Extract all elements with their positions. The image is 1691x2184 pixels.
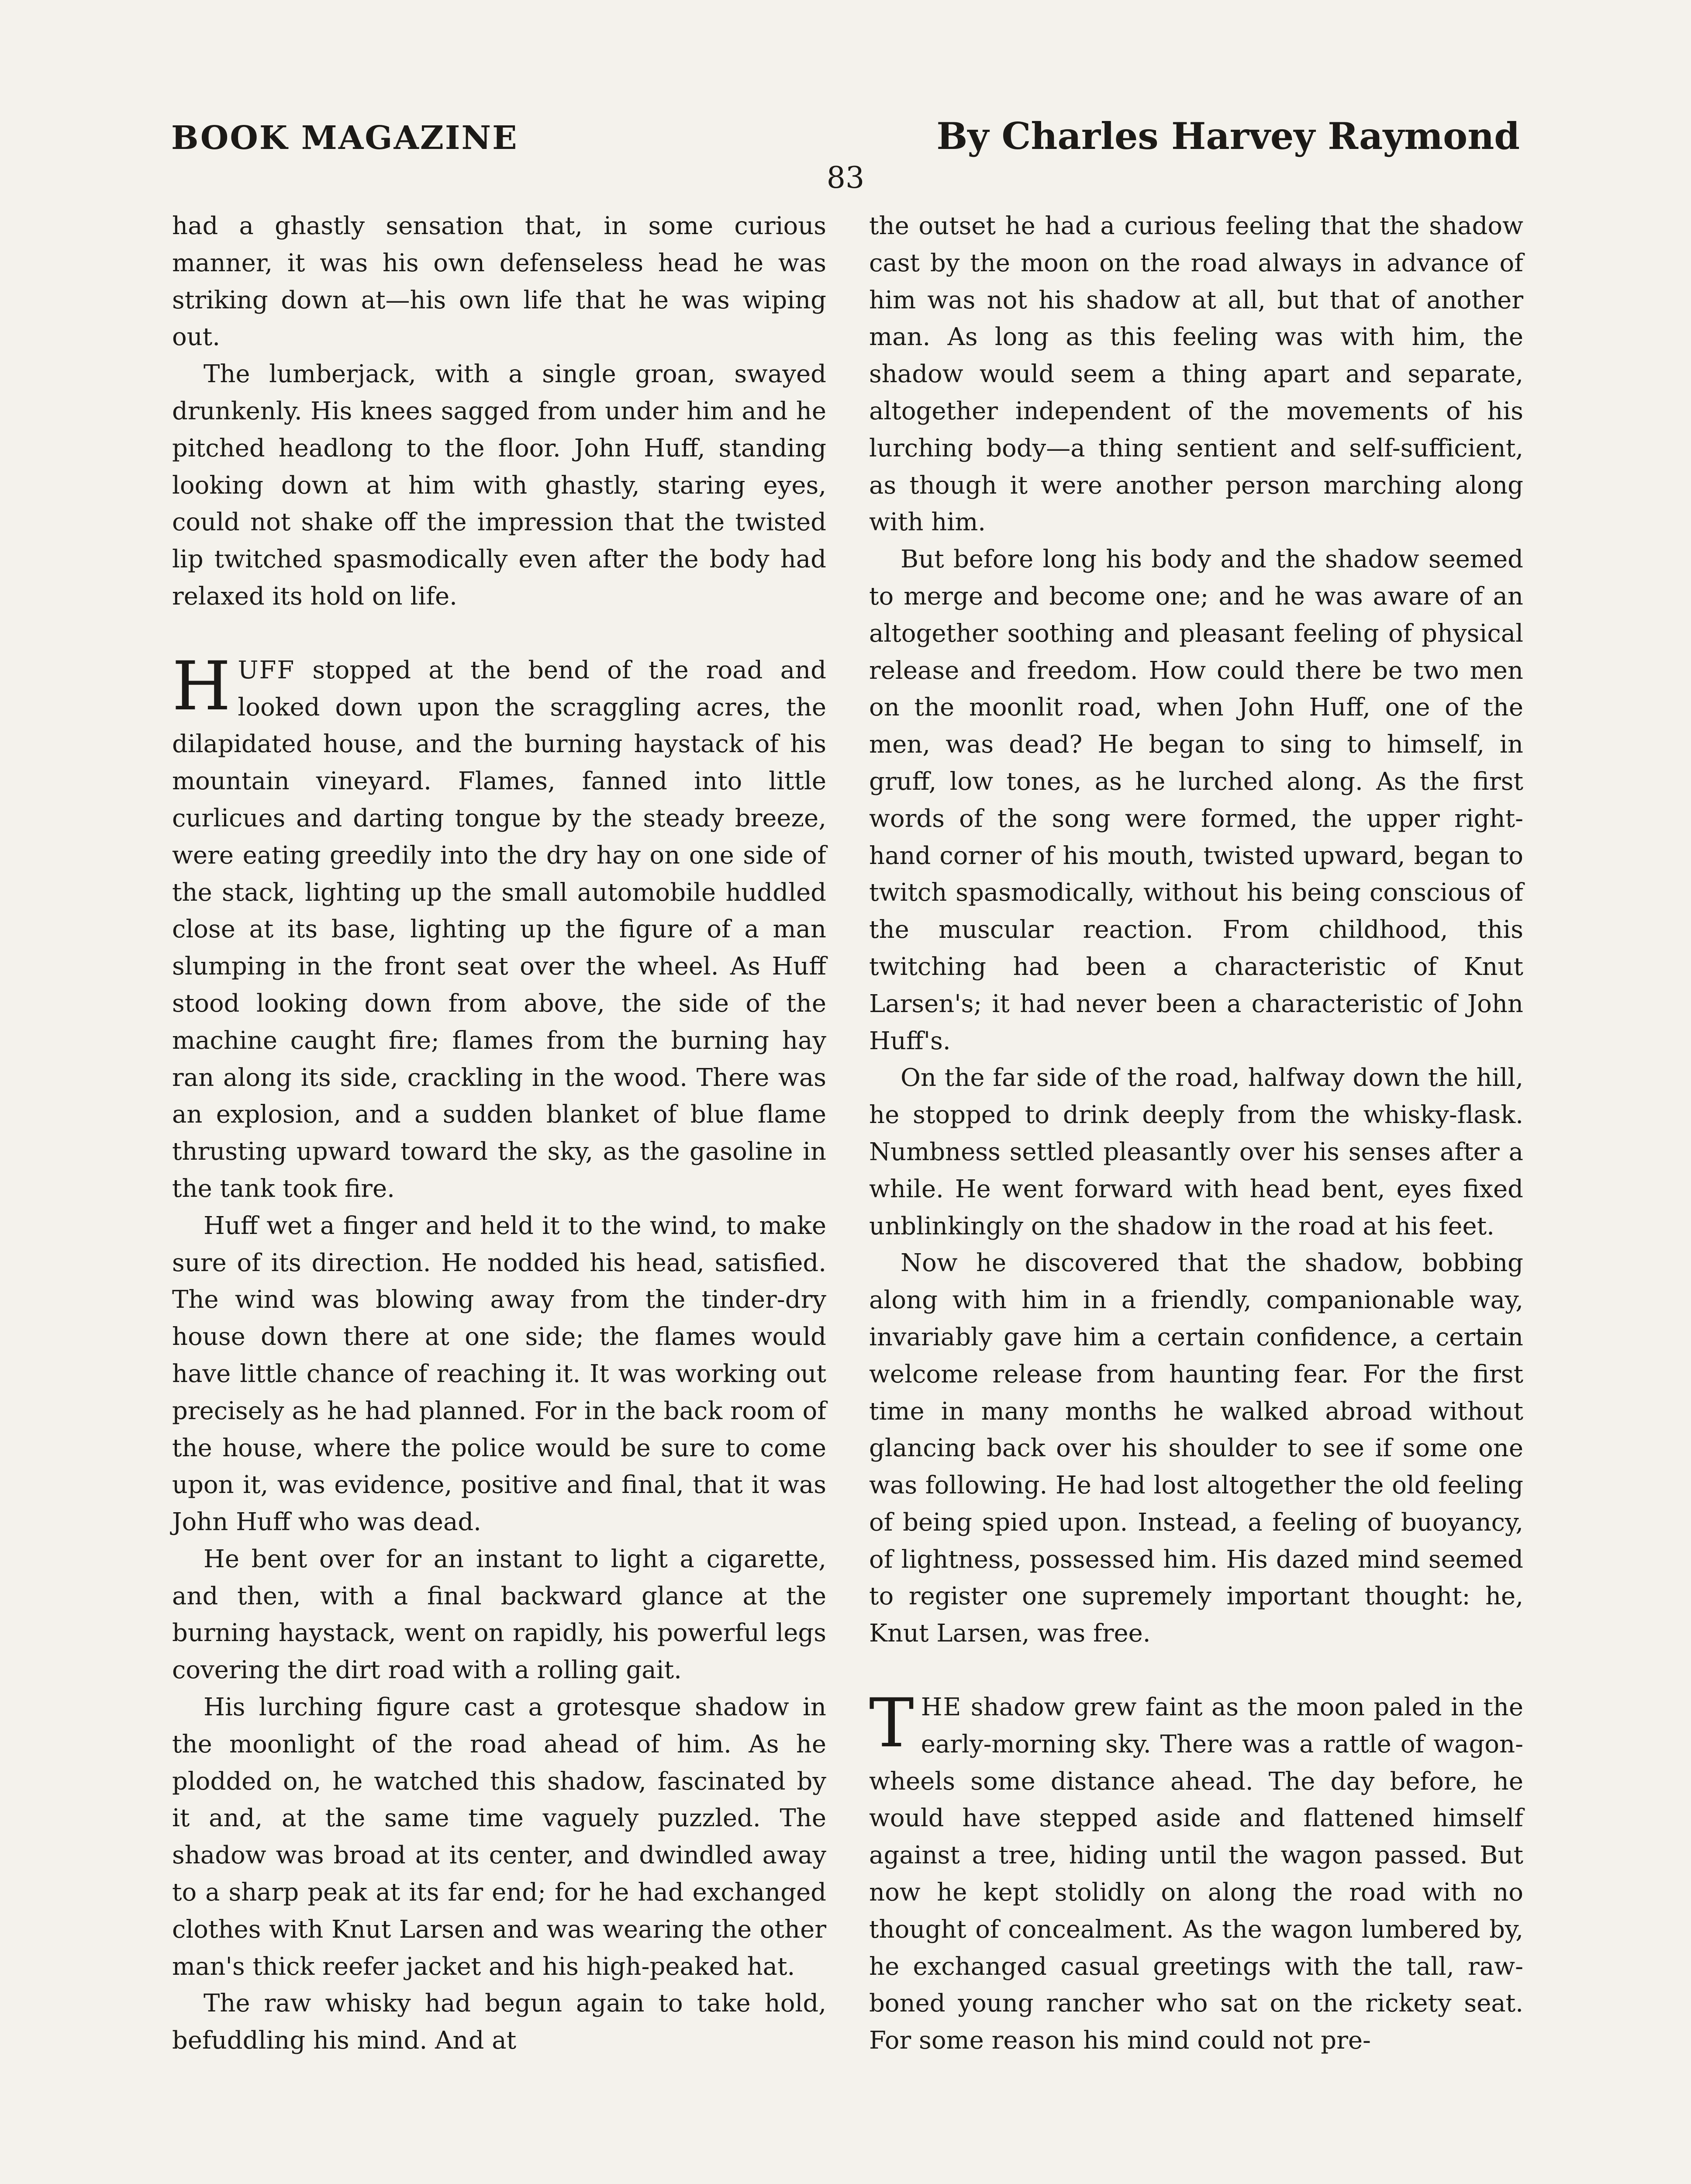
paragraph-text: shadow grew faint as the moon paled in the early-morning sky. There was a rattle of wagon-wheels some distance ahead. The day before, he would have stepped aside and flattened himself against a tree, hiding until the wagon passed. But now he kept stolidly on along the road with no thought of concealment. As the wagon lumbered by, he exchanged casual greetings with the tall, raw-boned young rancher who sat on the rickety seat. For some reason his mind could not pre- (869, 1693, 1523, 2055)
paragraph: The lumberjack, with a single groan, swayed drunkenly. His knees sagged from under him and he pitched headlong to the floor. John Huff, standing looking down at him with ghastly, staring eyes, could not shake off the impression that the twisted lip twitched spasmodically even after the body had relaxed its hold on life. (172, 360, 826, 611)
right-column (869, 208, 1523, 2060)
lead-word: HE (921, 1693, 962, 1722)
section-opening-paragraph (172, 647, 826, 1208)
paragraph: Huff wet a finger and held it to the wind, to make sure of its direction. He nodded his head, satisfied. The wind was blowing away from the tinder-dry house down there at one side; the flames would have little chance of reaching it. It was working out precisely as he had planned. For in the back room of the house, where the police would be sure to come upon it, was evidence, positive and final, that it was John Huff who was dead. (172, 1211, 826, 1537)
drop-cap: T (869, 1684, 914, 1763)
author-byline: By Charles Harvey Raymond (936, 114, 1520, 158)
paragraph: The raw whisky had begun again to take hold, befuddling his mind. And at (172, 1989, 826, 2055)
paragraph-text: stopped at the bend of the road and looked down upon the scraggling acres, the dilapidated house, and the burning haystack of his mountain vineyard. Flames, fanned into little curlicues and darting tongue by the steady breeze, were eating greedily into the dry hay on one side of the stack, lighting up the small automobile huddled close at its base, lighting up the figure of a man slumping in the front seat over the wheel. As Huff stood looking down from above, the side of the machine caught fire; flames from the burning hay ran along its side, crackling in the wood. There was an explosion, and a sudden blanket of blue flame thrusting upward toward the sky, as the gasoline in the tank took fire. (172, 656, 826, 1203)
paragraph: the outset he had a curious feeling that the shadow cast by the moon on the road always in advance of him was not his shadow at all, but that of another man. As long as this feeling was with him, the shadow would seem a thing apart and separate, altogether independent of the movements of his lurching body—a thing sentient and self-sufficient, as though it were another person marching along with him. (869, 212, 1523, 537)
paragraph: But before long his body and the shadow seemed to merge and become one; and he was aware of an altogether soothing and pleasant feeling of physical release and freedom. How could there be two men on the moonlit road, when John Huff, one of the men, was dead? He began to sing to himself, in gruff, low tones, as he lurched along. As the first words of the song were formed, the upper right-hand corner of his mouth, twisted upward, began to twitch spasmodically, without his being conscious of the muscular reaction. From childhood, this twitching had been a characteristic of Knut Larsen's; it had never been a characteristic of John Huff's. (869, 545, 1523, 1055)
running-head (171, 114, 1520, 158)
paragraph: Now he discovered that the shadow, bobbing along with him in a friendly, companionable way, invariably gave him a certain confidence, a certain welcome release from haunting fear. For the first time in many months he walked abroad without glancing back over his shoulder to see if some one was following. He had lost altogether the old feeling of being spied upon. Instead, a feeling of buoyancy, of lightness, possessed him. His dazed mind seemed to register one supremely important thought: he, Knut Larsen, was free. (869, 1249, 1523, 1648)
magazine-title: BOOK MAGAZINE (171, 119, 518, 157)
drop-cap: H (172, 647, 231, 726)
paragraph: His lurching figure cast a grotesque shadow in the moonlight of the road ahead of him. As he plodded on, he watched this shadow, fascinated by it and, at the same time vaguely puzzled. The shadow was broad at its center, and dwindled away to a sharp peak at its far end; for he had exchanged clothes with Knut Larsen and was wearing the other man's thick reefer jacket and his high-peaked hat. (172, 1693, 826, 1981)
left-column (172, 208, 826, 2060)
paragraph: On the far side of the road, halfway down the hill, he stopped to drink deeply from the whisky-flask. Numbness settled pleasantly over his senses after a while. He went forward with head bent, eyes fixed unblinkingly on the shadow in the road at his feet. (869, 1064, 1523, 1241)
lead-word: UFF (238, 656, 295, 684)
page-number: 83 (826, 161, 865, 195)
paragraph: had a ghastly sensation that, in some curious manner, it was his own defenseless head he was striking down at—his own life that he was wiping out. (172, 212, 826, 352)
section-opening-paragraph (869, 1684, 1523, 2060)
paragraph: He bent over for an instant to light a cigarette, and then, with a final backward glance at the burning haystack, went on rapidly, his powerful legs covering the dirt road with a rolling gait. (172, 1545, 826, 1685)
